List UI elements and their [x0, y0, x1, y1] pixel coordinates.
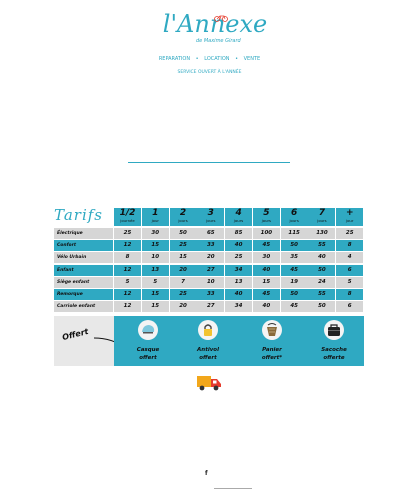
table-cell: 55 — [308, 289, 335, 300]
table-cell: 7 — [170, 277, 197, 288]
table-cell: 50 — [281, 240, 308, 251]
table-row-label: Remorque — [54, 289, 113, 300]
helmet-icon — [138, 320, 158, 340]
bike-logo-icon — [214, 14, 228, 22]
lock-icon — [198, 320, 218, 340]
header-duration-unit: jours — [289, 218, 299, 223]
nav-item-vente[interactable]: VENTE — [243, 56, 261, 62]
table-cell: 25 — [336, 228, 363, 239]
table-cell: 40 — [308, 252, 335, 263]
table-row-label: Enfant — [54, 265, 113, 276]
facebook-icon[interactable]: f — [205, 470, 208, 477]
header-duration-number: 1 — [152, 208, 159, 218]
table-header-cell — [253, 208, 280, 226]
table-header-cell — [225, 208, 252, 226]
table-cell: 30 — [253, 252, 280, 263]
table-cell: 12 — [114, 289, 141, 300]
table-header-cell — [170, 208, 197, 226]
nav-separator: • — [195, 56, 199, 62]
table-cell: 40 — [253, 301, 280, 312]
header-duration-number: 6 — [291, 208, 298, 218]
table-cell: 50 — [308, 265, 335, 276]
table-cell: 15 — [170, 252, 197, 263]
table-cell: 12 — [114, 240, 141, 251]
table-cell: 4 — [336, 252, 363, 263]
table-cell: 25 — [225, 252, 252, 263]
table-cell: 13 — [225, 277, 252, 288]
offer-label: Casque offert — [136, 347, 160, 361]
table-cell: 8 — [114, 252, 141, 263]
header-duration-number: + — [345, 208, 354, 218]
table-cell: 100 — [253, 228, 280, 239]
table-row-label: Vélo Urbain — [54, 252, 113, 263]
logo-subtitle: de Maxime Girard — [196, 38, 241, 44]
header-duration-unit: jour — [346, 218, 354, 223]
table-cell: 25 — [170, 240, 197, 251]
logo-title: l'Annexe — [162, 10, 268, 38]
table-cell: 8 — [336, 289, 363, 300]
table-cell: 45 — [253, 289, 280, 300]
table-row-label: Carriole enfant — [54, 301, 113, 312]
table-cell: 6 — [336, 265, 363, 276]
table-cell: 130 — [308, 228, 335, 239]
nav-separator: • — [235, 56, 239, 62]
table-row-label: Électrique — [54, 228, 113, 239]
header-duration-unit: jours — [317, 218, 327, 223]
table-cell: 50 — [281, 289, 308, 300]
table-cell: 12 — [114, 301, 141, 312]
table-cell: 85 — [225, 228, 252, 239]
table-cell: 40 — [253, 265, 280, 276]
table-cell: 55 — [308, 240, 335, 251]
bag-icon — [324, 320, 344, 340]
table-cell: 27 — [197, 265, 224, 276]
table-cell: 33 — [197, 289, 224, 300]
header-duration-number: 5 — [263, 208, 270, 218]
header-duration-number: 1/2 — [119, 208, 136, 218]
table-cell: 20 — [197, 252, 224, 263]
divider — [128, 162, 290, 163]
basket-icon — [262, 320, 282, 340]
header-duration-number: 2 — [179, 208, 187, 218]
table-row-label: Siège enfant — [54, 277, 113, 288]
header-duration-unit: journée — [120, 218, 135, 223]
nav-item-reparation[interactable]: REPARATION — [158, 56, 191, 62]
table-cell: 20 — [170, 301, 197, 312]
table-cell: 19 — [281, 277, 308, 288]
table-cell: 33 — [197, 240, 224, 251]
header-duration-number: 4 — [235, 208, 242, 218]
table-cell: 25 — [114, 228, 141, 239]
table-cell: 24 — [308, 277, 335, 288]
header-duration-number: 7 — [318, 208, 326, 218]
table-cell: 34 — [225, 265, 252, 276]
table-cell: 35 — [281, 252, 308, 263]
table-cell: 10 — [142, 252, 169, 263]
header-duration-unit: jours — [261, 218, 272, 223]
table-cell: 5 — [114, 277, 141, 288]
table-header-cell — [281, 208, 308, 226]
table-cell: 115 — [281, 228, 308, 239]
service-notice[interactable]: SERVICE OUVERT À L'ANNÉE — [177, 70, 242, 75]
nav-item-location[interactable]: LOCATION — [204, 56, 230, 62]
table-cell: 50 — [170, 228, 197, 239]
table-cell: 13 — [142, 265, 169, 276]
table-cell: 45 — [281, 265, 308, 276]
table-cell: 45 — [253, 240, 280, 251]
table-cell: 40 — [225, 289, 252, 300]
table-row-label: Confort — [54, 240, 113, 251]
table-cell: 20 — [170, 265, 197, 276]
delivery-truck-icon — [196, 374, 222, 392]
footer-divider — [214, 488, 252, 489]
table-header-cell — [142, 208, 169, 226]
header-duration-unit: jours — [178, 218, 188, 223]
table-cell: 27 — [197, 301, 224, 312]
table-cell: 50 — [308, 301, 335, 312]
offert-label: Offert — [61, 326, 90, 343]
table-header-cell — [197, 208, 224, 226]
table-cell: 8 — [336, 240, 363, 251]
header-duration-unit: jours — [206, 218, 216, 223]
header-duration-number: 3 — [207, 208, 214, 218]
header-duration-unit: jour — [151, 218, 159, 223]
offer-label: Sacoche offerte — [321, 347, 347, 361]
table-cell: 15 — [142, 240, 169, 251]
table-cell: 15 — [142, 301, 169, 312]
offer-label: Antivol offert — [197, 347, 219, 361]
table-cell: 15 — [142, 289, 169, 300]
table-title: Tarifs — [54, 206, 104, 224]
table-cell: 40 — [225, 240, 252, 251]
main-nav — [0, 56, 419, 62]
table-cell: 30 — [142, 228, 169, 239]
table-cell: 65 — [197, 228, 224, 239]
table-header-cell — [114, 208, 141, 226]
table-cell: 25 — [170, 289, 197, 300]
table-cell: 6 — [336, 301, 363, 312]
table-cell: 15 — [253, 277, 280, 288]
table-cell: 10 — [197, 277, 224, 288]
table-header-cell — [308, 208, 335, 226]
offer-label: Panier offert* — [261, 347, 283, 361]
table-cell: 12 — [114, 265, 141, 276]
table-cell: 5 — [336, 277, 363, 288]
table-cell: 45 — [281, 301, 308, 312]
table-header-cell — [336, 208, 363, 226]
header-duration-unit: jours — [233, 218, 244, 223]
table-cell: 34 — [225, 301, 252, 312]
table-cell: 5 — [142, 277, 169, 288]
